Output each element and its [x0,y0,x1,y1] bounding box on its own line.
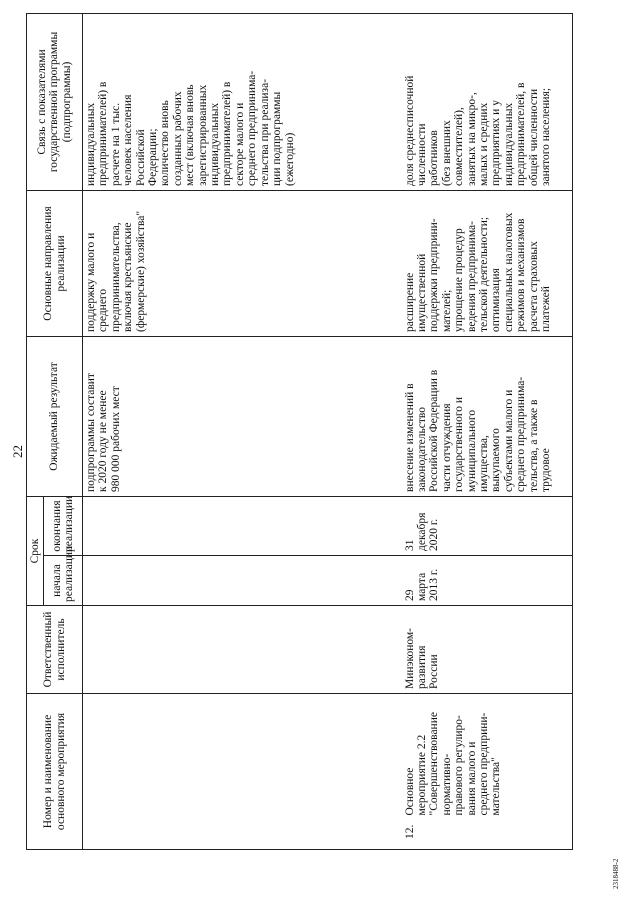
header-name: Номер и наименование основного мероприятия [27,694,83,850]
table-row [83,13,401,849]
main-directions: расширение имущественной поддержки предприни- мателей; упрощение процедур ведения предпринима- тельской деятельности; оптимизация специальных налоговых режимов и механизмов расчета страховых платежей [401,190,573,336]
term-start [83,556,401,606]
activities-table [26,13,573,850]
header-responsible: Ответственный исполнитель [27,606,83,694]
term-start: 29 марта 2013 г. [401,556,573,606]
header-row-top [27,13,44,849]
document-id: 2318488-2 [612,858,620,889]
header-result: Ожидаемый результат [27,336,83,496]
table-row [401,13,573,849]
row-number: 12. [401,820,573,850]
term-end [83,496,401,555]
expected-result: внесение изменений в законодательство Российской Федерации в части отчуждения государственного и муниципального имущества, выкупаемого субъектами малого и среднего предпринима- тельства, а также в трудовое [401,336,573,496]
activity-name [83,694,401,820]
responsible-executor: Минэконом- развития России [401,606,573,694]
main-directions: поддержку малого и среднего предпринимательства, включая крестьянские (фермерские) хозяйства" [83,190,401,336]
term-end: 31 декабря 2020 г. [401,496,573,555]
header-term-end: окончания реализации [44,496,83,555]
page-number: 22 [10,445,25,458]
indicators-link: доля среднесписочной численности работников (без внешних совместителей), занятых на микро-, малых и средних предприятиях и у индивидуальных предпринимателей, в общей численности занятого населения; [401,13,573,190]
header-term-start: начала реализации [44,556,83,606]
header-directions: Основные направления реализации [27,190,83,336]
row-number [83,820,401,850]
header-link: Связь с показателями государственной программы (подпрограммы) [27,13,83,190]
indicators-link: индивидуальных предпринимателей) в расчете на 1 тыс. человек населения Российской Федерации; количество вновь созданных рабочих мест (включая вновь зарегистрированных индивидуальных предпринимателей) в секторе малого и среднего предпринима- тельства при реализа- ции подпрограммы (ежегодно) [83,13,401,190]
expected-result: подпрограммы составит к 2020 году не менее 980 000 рабочих мест [83,336,401,496]
activity-name: Основное мероприятие 2.2 "Совершенствование нормативно- правового регулиро- вания малого и среднего предприни- мательства" [401,694,573,820]
responsible-executor [83,606,401,694]
header-term: Срок [27,496,44,605]
